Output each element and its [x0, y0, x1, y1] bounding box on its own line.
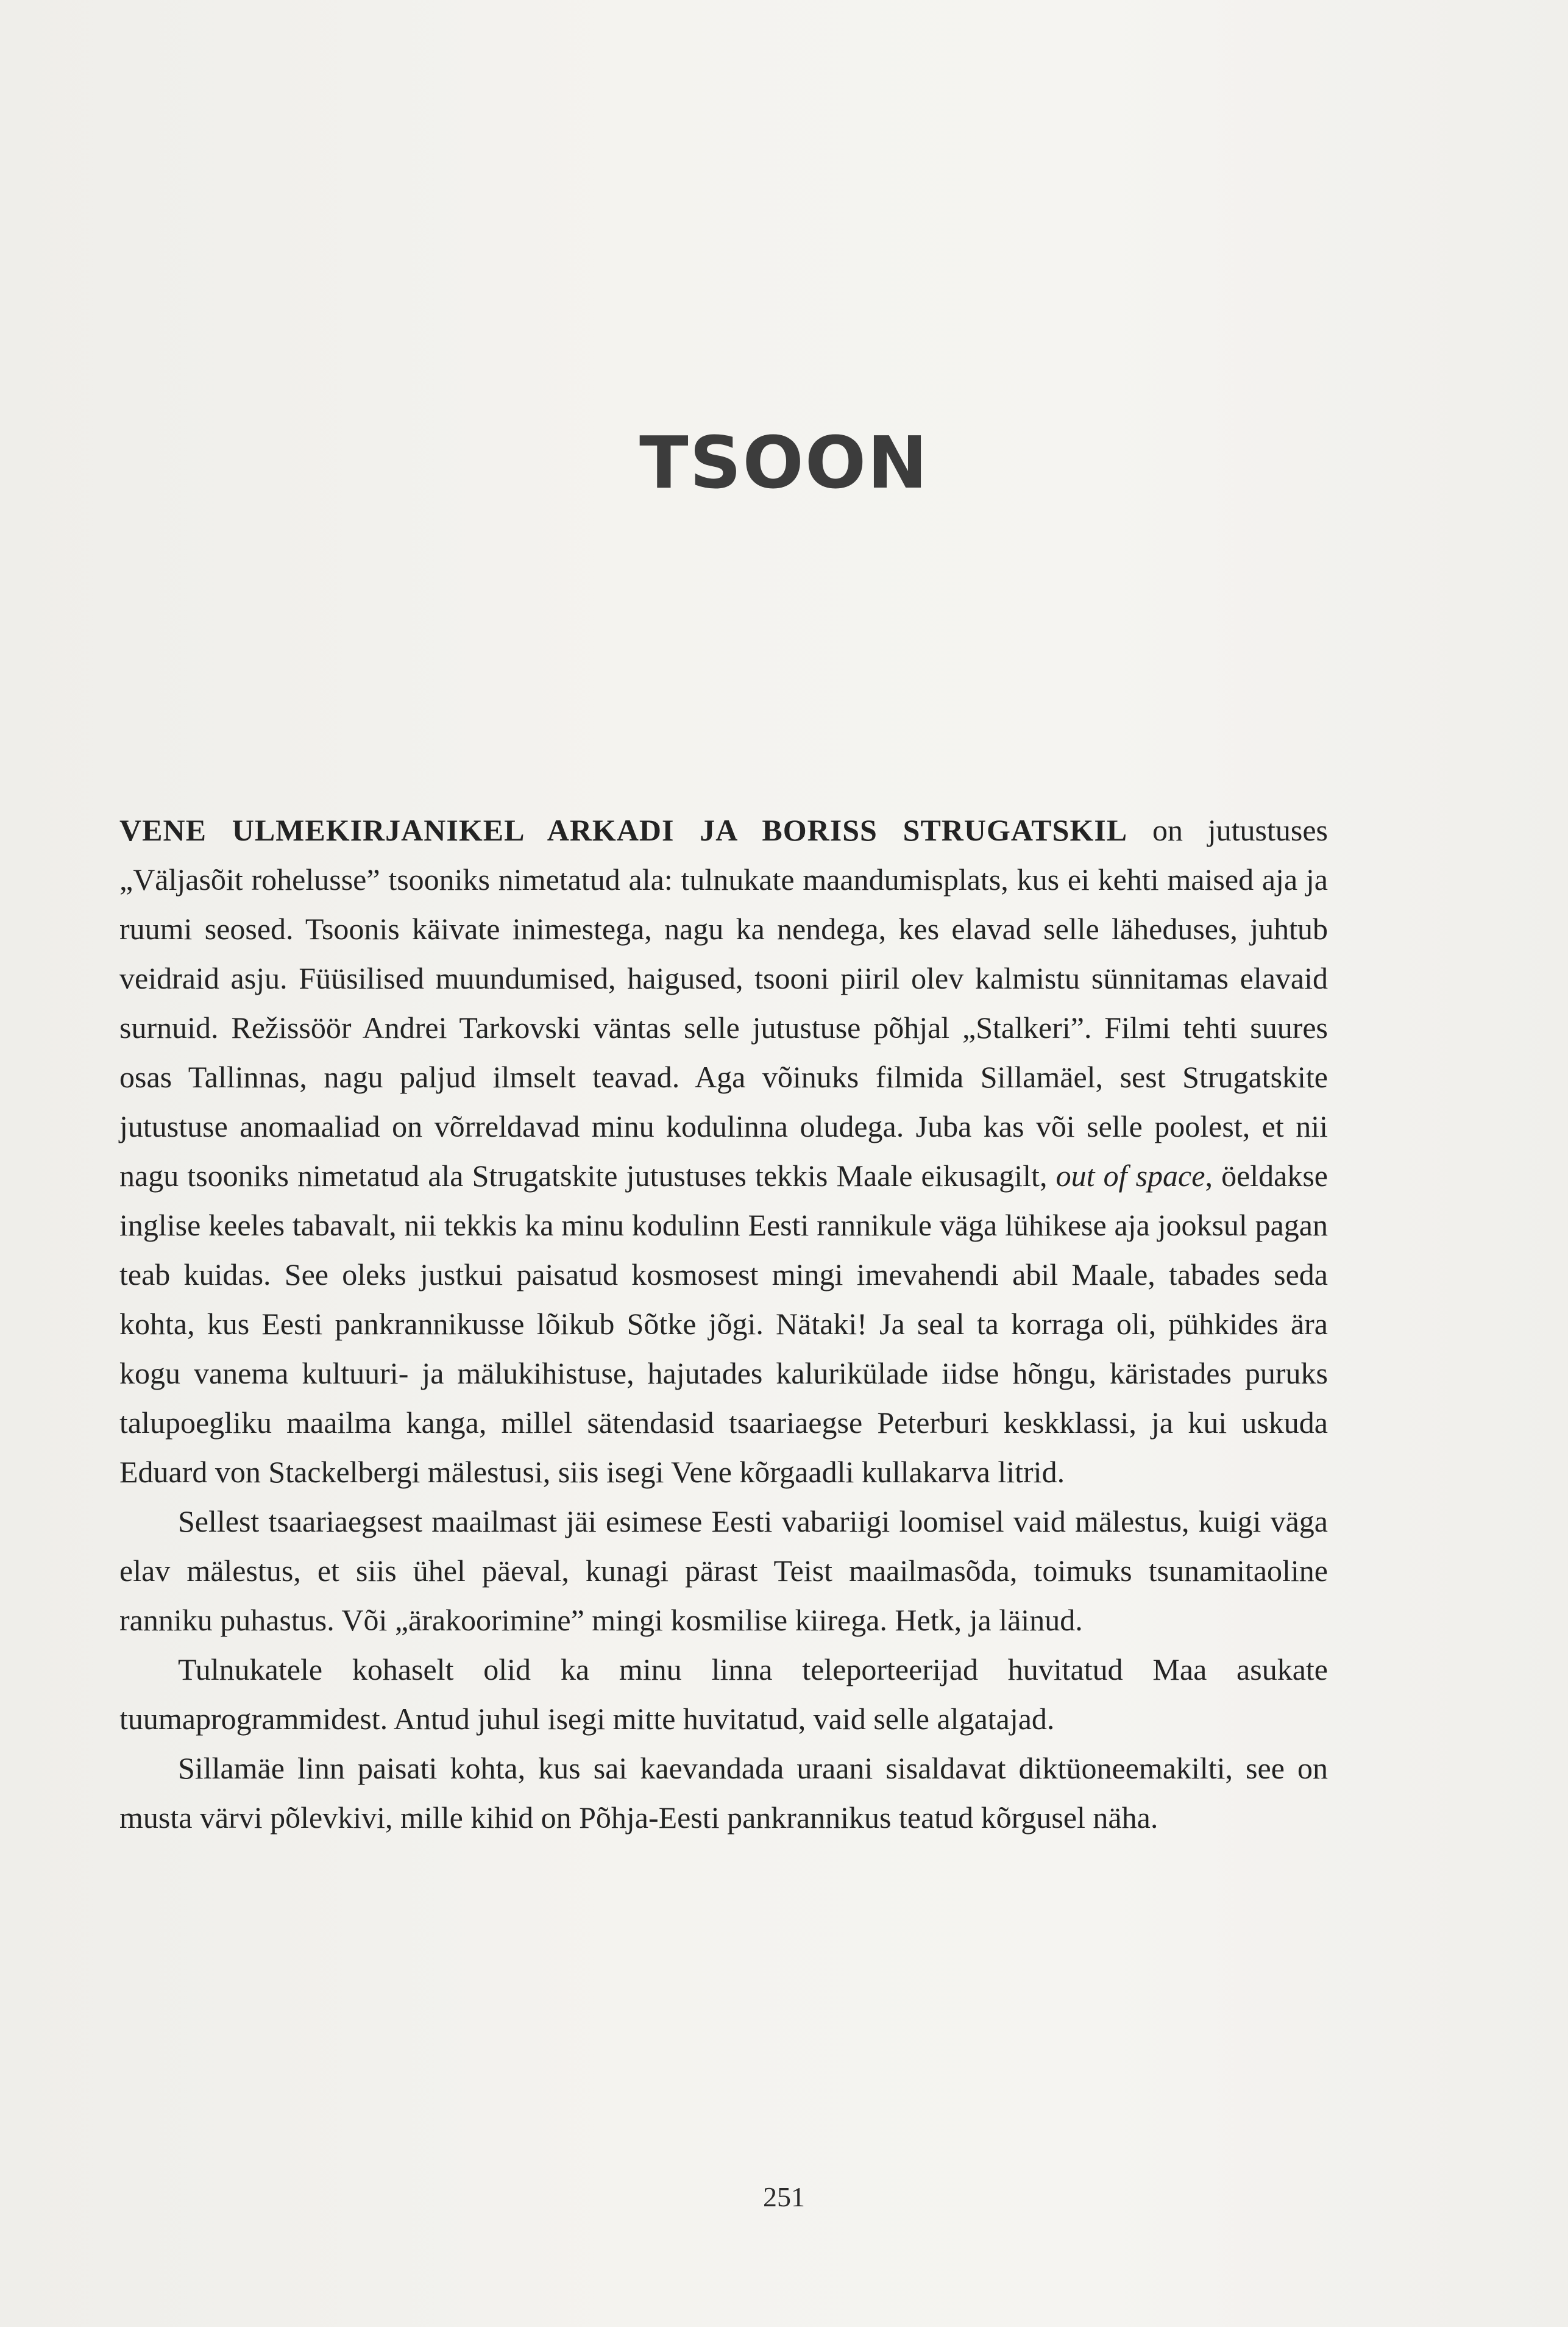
paragraph-1-italic: out of space [1055, 1159, 1205, 1193]
paragraph-lead-caps: VENE ULMEKIRJANIKEL ARKADI JA BORISS STRUGATSKIL [119, 813, 1128, 847]
body-text [119, 806, 1328, 1842]
chapter-title: TSOON [639, 421, 929, 505]
paragraph-1-text: on jutustuses „Väljasõit rohelusse” tsooniks nimetatud ala: tulnukate maandumisplats, kus ei kehti maised aja ja ruumi seosed. Tsoonis käivate inimestega, nagu ka nendega, kes elavad selle läheduses, juhtub veidraid asju. Füüsilised muundumised, haigused, tsooni piiril olev kalmistu sünnitamas elavaid surnuid. Režissöör Andrei Tarkovski väntas selle jutustuse põhjal „Stalkeri”. Filmi tehti suures osas Tallinnas, nagu paljud ilmselt teavad. Aga võinuks filmida Sillamäel, sest Strugatskite jutustuse anomaaliad on võrreldavad minu kodulinna oludega. Juba kas või selle poolest, et nii nagu tsooniks nimetatud ala Strugatskite jutustuses tekkis Maale eikusagilt, [119, 813, 1328, 1193]
paragraph-1-text-after: , öeldakse inglise keeles tabavalt, nii tekkis ka minu kodulinn Eesti rannikule väga lühikese aja jooksul pagan teab kuidas. See oleks justkui paisatud kosmosest mingi imevahendi abil Maale, tabades seda kohta, kus Eesti pankrannikusse lõikub Sõtke jõgi. Nätaki! Ja seal ta korraga oli, pühkides ära kogu vanema kultuuri- ja mälukihistuse, hajutades kalurikülade iidse hõngu, käristades puruks talupoegliku maailma kanga, millel sätendasid tsaariaegse Peterburi keskklassi, ja kui uskuda Eduard von Stackelbergi mälestusi, siis isegi Vene kõrgaadli kullakarva litrid. [119, 1159, 1328, 1489]
paragraph-4: Sillamäe linn paisati kohta, kus sai kaevandada uraani sisaldavat diktüoneemakilti, see on musta värvi põlevkivi, mille kihid on Põhja-Eesti pankrannikus teatud kõrgusel näha. [119, 1751, 1328, 1835]
paragraph-3: Tulnukatele kohaselt olid ka minu linna teleporteerijad huvitatud Maa asukate tuumaprogrammidest. Antud juhul isegi mitte huvitatud, vaid selle algatajad. [119, 1652, 1328, 1736]
paragraph-1 [119, 806, 1328, 1497]
paragraph-2: Sellest tsaariaegsest maailmast jäi esimese Eesti vabariigi loomisel vaid mälestus, kuigi väga elav mälestus, et siis ühel päeval, kunagi pärast Teist maailmasõda, toimuks tsunamitaoline ranniku puhastus. Või „ärakoorimine” mingi kosmilise kiirega. Hetk, ja läinud. [119, 1504, 1328, 1637]
page-number: 251 [763, 2181, 805, 2212]
